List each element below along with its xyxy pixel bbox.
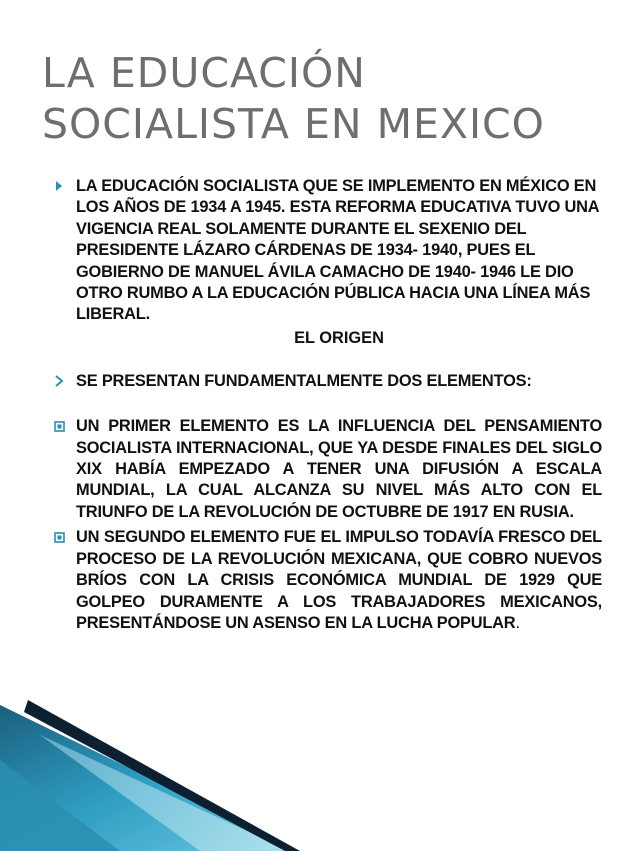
section-heading: EL ORIGEN [294, 328, 384, 347]
elements-intro-text: SE PRESENTAN FUNDAMENTALMENTE DOS ELEMENTOS: [76, 371, 532, 390]
checkbox-bullet-icon [52, 529, 66, 545]
elements-intro [52, 371, 602, 392]
triangle-bullet-icon [52, 178, 66, 194]
element-item-text: UN PRIMER ELEMENTO ES LA INFLUENCIA DEL PENSAMIENTO SOCIALISTA INTERNACIONAL, QUE YA DESDE FINALES DEL SIGLO XIX HABÍA EMPEZADO A TENER UNA DIFUSIÓN A ESCALA MUNDIAL, LA CUAL ALCANZA SU NIVEL MÁS ALTO CON EL TRIUNFO DE LA REVOLUCIÓN DE OCTUBRE DE 1917 EN RUSIA. [76, 417, 602, 521]
checkbox-bullet-icon [52, 418, 66, 434]
intro-paragraph [52, 176, 602, 326]
element-item [52, 416, 602, 523]
slide-content [52, 176, 602, 634]
element-item [52, 527, 602, 634]
slide-title [42, 48, 622, 150]
element-item-body: UN SEGUNDO ELEMENTO FUE EL IMPULSO TODAVÍA FRESCO DEL PROCESO DE LA REVOLUCIÓN MEXICANA, QUE COBRO NUEVOS BRÍOS CON LA CRISIS ECONÓMICA MUNDIAL DE 1929 QUE GOLPEO DURAMENTE A LOS TRABAJADORES MEXICANOS, PRESENTÁNDOSE UN ASENSO EN LA LUCHA POPULAR [76, 528, 602, 632]
arrow-bullet-icon [52, 373, 66, 389]
intro-text: LA EDUCACIÓN SOCIALISTA QUE SE IMPLEMENTO EN MÉXICO EN LOS AÑOS DE 1934 A 1945. ESTA REFORMA EDUCATIVA TUVO UNA VIGENCIA REAL SOLAMENTE DURANTE EL SEXENIO DEL PRESIDENTE LÁZARO CÁRDENAS DE 1934- 1940, PUES EL GOBIERNO DE MANUEL ÁVILA CAMACHO DE 1940- 1946 LE DIO OTRO RUMBO A LA EDUCACIÓN PÚBLICA HACIA UNA LÍNEA MÁS LIBERAL. [76, 177, 599, 324]
element-item-period: . [515, 613, 520, 632]
element-item-text [76, 527, 602, 634]
slide-title-line-1: LA EDUCACIÓN [42, 49, 366, 97]
slide-title-line-2: SOCIALISTA EN MEXICO [42, 100, 545, 148]
